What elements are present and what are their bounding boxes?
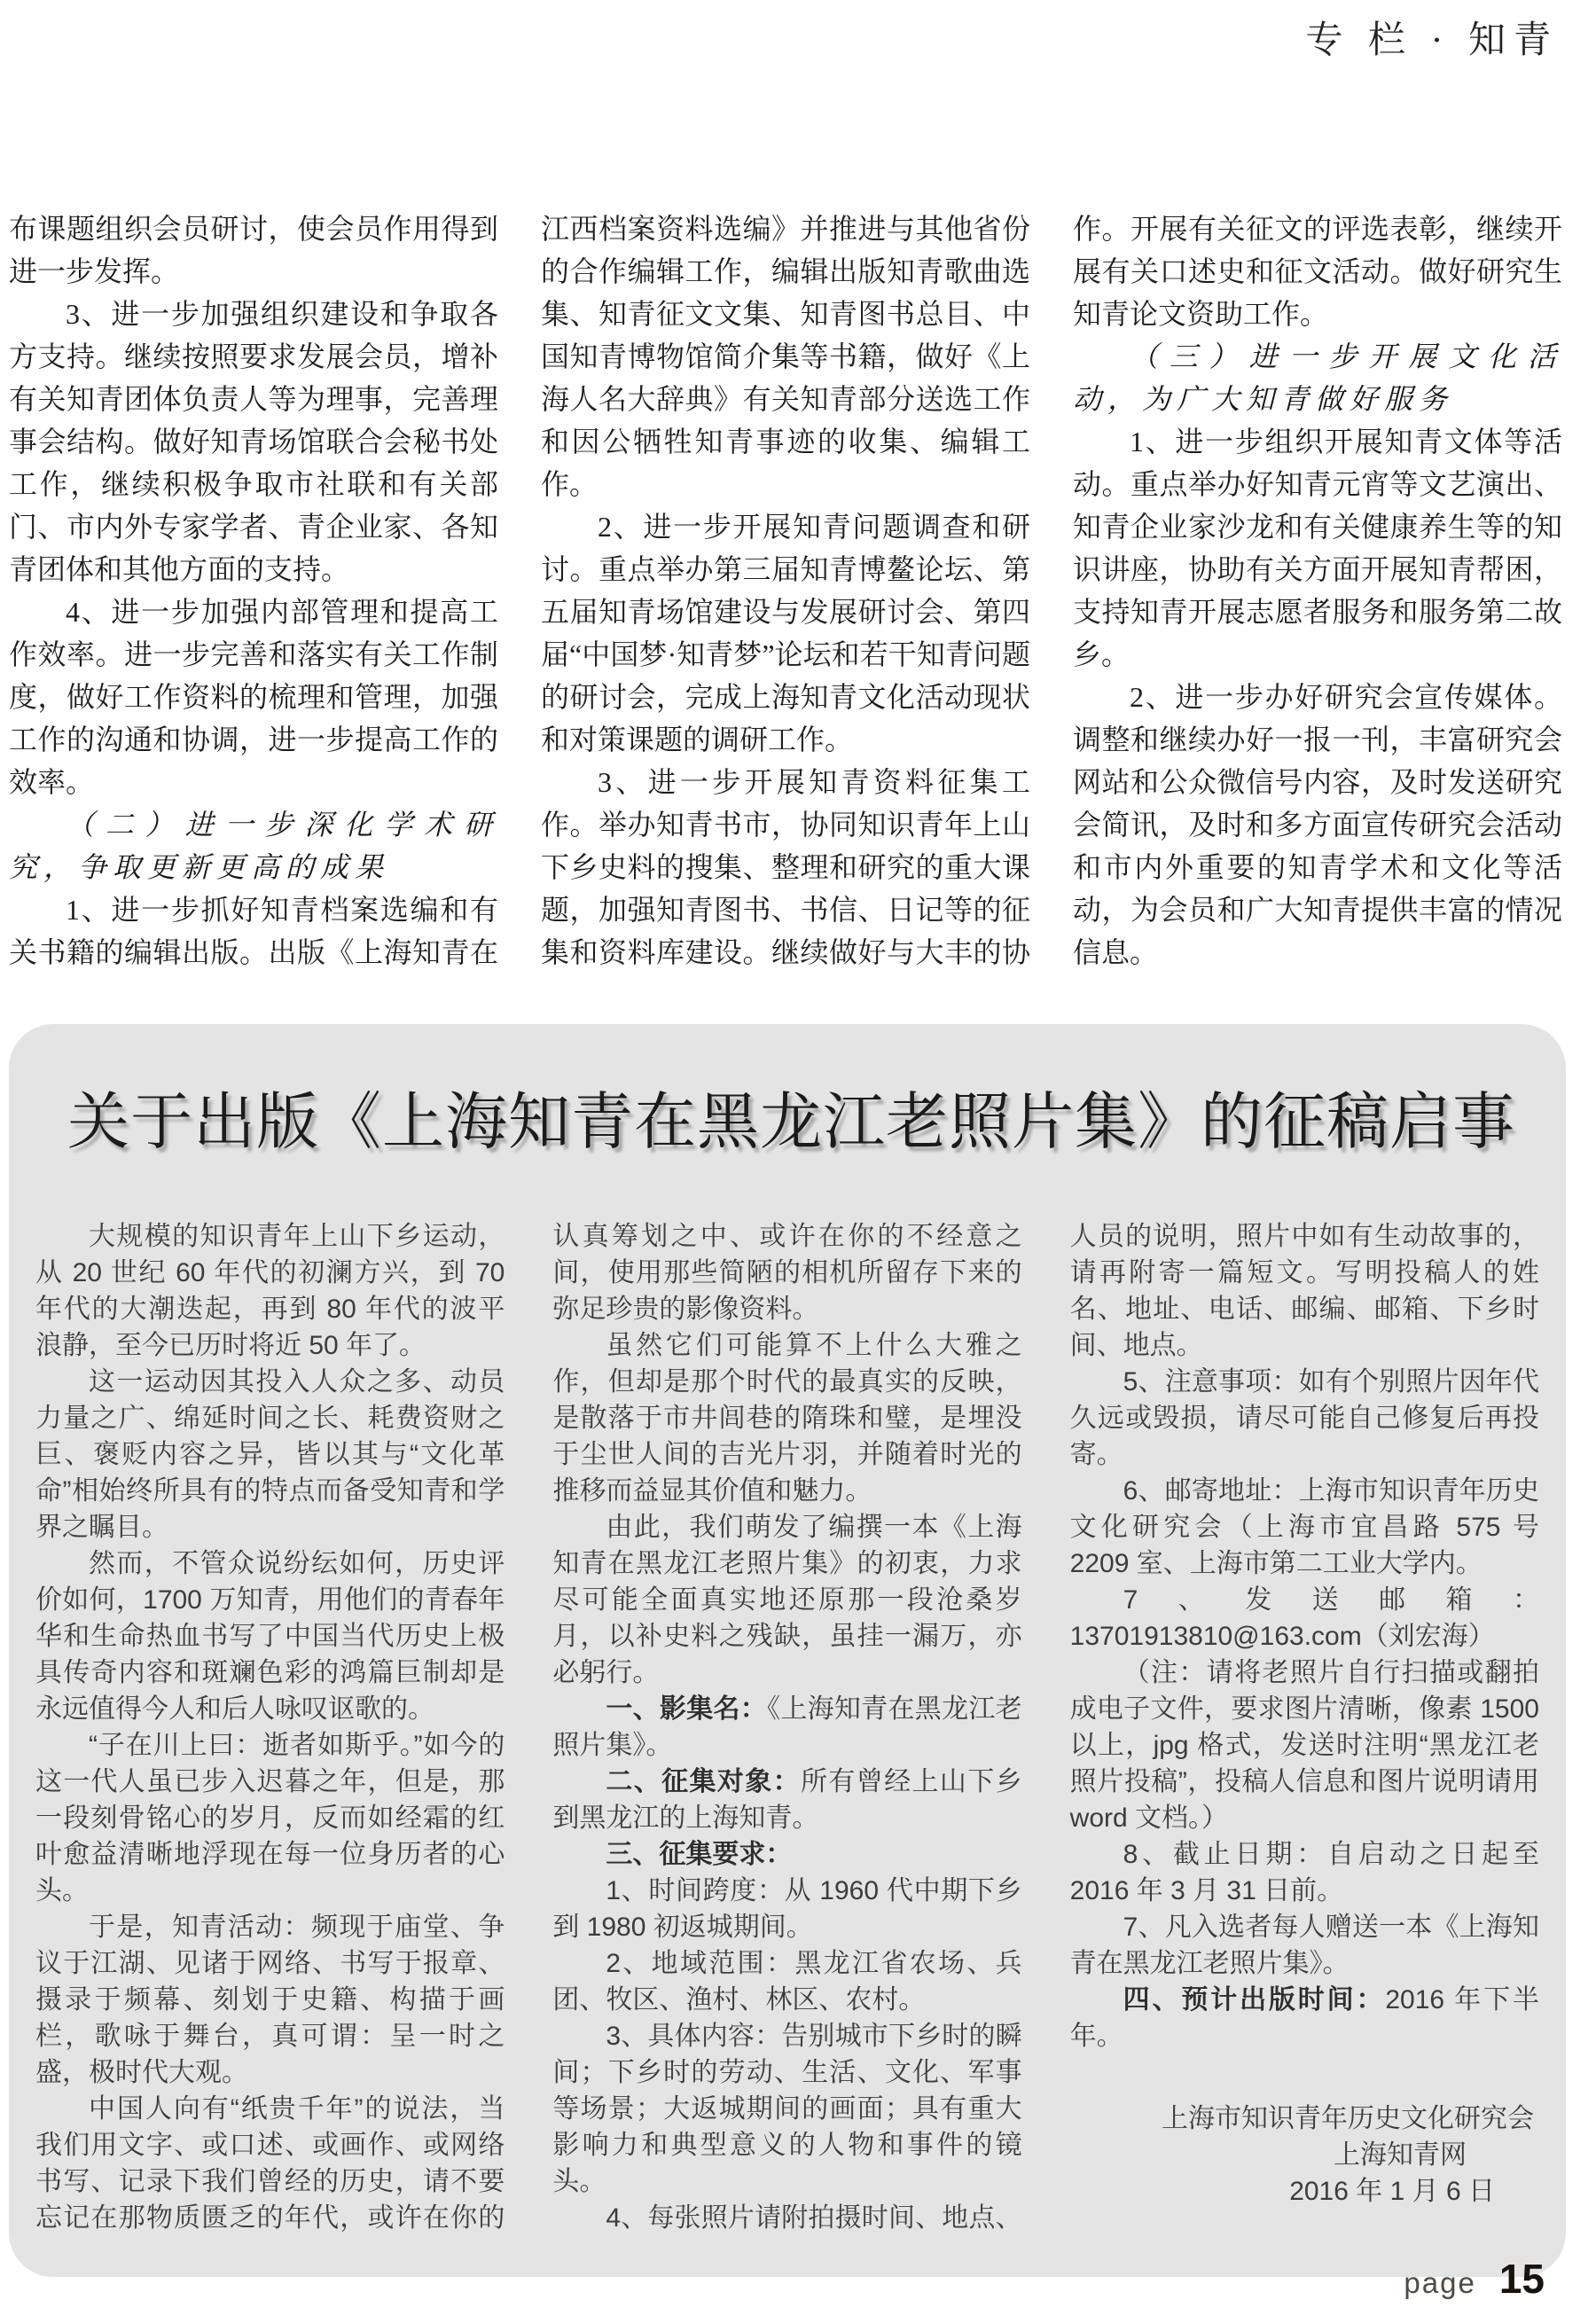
paragraph: [1070, 1836, 1539, 1909]
paragraph-text: 8、截止日期：自启动之日起至 2016 年 3 月 31 日前。: [1069, 1840, 1539, 1905]
paragraph-label: 三、征集要求：: [606, 1840, 793, 1869]
paragraph: [1070, 1473, 1539, 1582]
paragraph: [552, 1691, 1021, 1764]
signature-website: 上海知青网: [1333, 2140, 1467, 2170]
paragraph: [552, 1945, 1021, 2018]
paragraph-text: 然而，不管众说纷纭如何，历史评价如何，1700 万知青，用他们的青春年华和生命热血书写了中国当代历史上极具传奇内容和斑斓色彩的鸿篇巨制却是永远值得今人和后人咏叹讴歌的。: [35, 1549, 505, 1724]
paragraph: [1073, 676, 1562, 974]
paragraph: [552, 1764, 1021, 1836]
paragraph-text: 3、进一步开展知青资料征集工作。举办知青书市，协同知识青年上山下乡史料的搜集、整理和研究的重大课题，加强知青图书、书信、日记等的征集和资料库建设。继续做好与大丰的协作。开展有关征文的评选表彰，继续开展有关口述史和征文活动。做好研究生知青论文资助工作。: [541, 213, 1562, 968]
paragraph-text: （注：请将老照片自行扫描或翻拍成电子文件，要求图片清晰，像素 1500 以上，jpg 格式，发送时注明“黑龙江老照片投稿”，投稿人信息和图片说明请用 word 文档。）: [1069, 1658, 1539, 1833]
paragraph: [552, 1327, 1021, 1509]
paragraph-text: 2、进一步开展知青问题调查和研讨。重点举办第三届知青博鳌论坛、第五届知青场馆建设与发展研讨会、第四届“中国梦·知青梦”论坛和若干知青问题的研讨会，完成上海知青文化活动现状和对策课题的调研工作。: [541, 511, 1030, 755]
paragraph-text: 这一运动因其投入人众之多、动员力量之广、绵延时间之长、耗费资财之巨、褒贬内容之异，皆以其与“文化革命”相始终所具有的特点而备受知青和学界之瞩目。: [35, 1367, 505, 1542]
signature-block: [1070, 2101, 1539, 2210]
paragraph: [1070, 1582, 1539, 1655]
paragraph-text: 大规模的知识青年上山下乡运动，从 20 世纪 60 年代的初澜方兴，到 70 年代的大潮迭起，再到 80 年代的波平浪静，至今已历时将近 50 年了。: [35, 1222, 505, 1360]
paragraph: [1070, 1909, 1539, 1982]
paragraph: [552, 1836, 1021, 1873]
paragraph-text: 虽然它们可能算不上什么大雅之作，但却是那个时代的最真实的反映，是散落于市井闾巷的隋珠和璧，是埋没于尘世人间的吉光片羽，并随着时光的推移而益显其价值和魅力。: [552, 1331, 1022, 1506]
paragraph: [541, 505, 1030, 761]
paragraph: [35, 1909, 505, 2091]
paragraph: [9, 207, 498, 293]
paragraph: [1070, 1364, 1539, 1473]
paragraph-text: 由此，我们萌发了编撰一本《上海知青在黑龙江老照片集》的初衷，力求尽可能全面真实地还原那一段沧桑岁月，以补史料之残缺，虽挂一漏万，亦必躬行。: [552, 1513, 1022, 1687]
paragraph: [552, 1509, 1021, 1691]
paragraph: [35, 1218, 505, 1364]
paragraph-label: 四、预计出版时间：: [1123, 1985, 1386, 2015]
notice-title: 关于出版《上海知青在黑龙江老照片集》的征稿启事: [67, 1089, 1515, 1157]
paragraph-text: 1、进一步抓好知青档案选编和有关书籍的编辑出版。出版《上海知青在江西档案资料选编》并推进与其他省份的合作编辑工作，编辑出版知青歌曲选集、知青征文文集、知青图书总目、中国知青博物馆简介集等书籍，做好《上海人名大辞典》有关知青部分送选工作和因公牺牲知青事迹的收集、编辑工作。: [9, 213, 1030, 968]
signature-organization: 上海市知识青年历史文化研究会: [1161, 2104, 1534, 2133]
paragraph-text: 3、具体内容：告别城市下乡时的瞬间；下乡时的劳动、生活、文化、军事等场景；大返城期间的画面；具有重大影响力和典型意义的人物和事件的镜头。: [552, 2022, 1022, 2196]
notice-body: [35, 1218, 1539, 2236]
paragraph-text: 2、地域范围：黑龙江省农场、兵团、牧区、渔村、林区、农村。: [552, 1949, 1022, 2015]
paragraph-text: 7、凡入选者每人赠送一本《上海知青在黑龙江老照片集》。: [1069, 1913, 1539, 1978]
column-section-label: 专 栏 · 知青: [1305, 20, 1559, 61]
paragraph-text: 2016 年下半年。: [1069, 1985, 1539, 2051]
paragraph: [9, 591, 498, 803]
paragraph-text: 所有曾经上山下乡到黑龙江的上海知青。: [552, 1767, 1022, 1833]
heading-text: （二）进一步深化学术研究，争取更新更高的成果: [9, 809, 498, 883]
paragraph: [552, 2018, 1021, 2200]
page-footer: [1404, 2255, 1545, 2303]
footer-page-number: 15: [1498, 2256, 1545, 2302]
paragraph-text: 4、进一步加强内部管理和提高工作效率。进一步完善和落实有关工作制度，做好工作资料的梳理和管理，加强工作的沟通和协调，进一步提高工作的效率。: [9, 596, 498, 798]
notice-box: [9, 1024, 1566, 2277]
paragraph: [1073, 420, 1562, 676]
paragraph-label: 一、影集名：: [606, 1694, 768, 1724]
footer-page-label: page: [1404, 2266, 1476, 2299]
section-heading: [9, 803, 498, 888]
paragraph-text: 1、时间跨度：从 1960 代中期下乡到 1980 初返城期间。: [552, 1876, 1022, 1942]
section-heading: [1073, 335, 1562, 420]
paragraph-text: 5、注意事项：如有个别照片因年代久远或毁损，请尽可能自己修复后再投寄。: [1069, 1367, 1539, 1469]
page-header: [1306, 11, 1560, 64]
paragraph: [9, 293, 498, 591]
paragraph: [35, 1727, 505, 1909]
paragraph: [35, 1545, 505, 1727]
signature-date: 2016 年 1 月 6 日: [1289, 2177, 1495, 2206]
top-article: [9, 207, 1562, 974]
paragraph: [1070, 1982, 1539, 2054]
paragraph-text: 中国人向有“纸贵千年”的说法，当我们用文字、或口述、或画作、或网络书写、记录下我们曾经的历史，请不要忘记在那物质匮乏的年代，或许在你的认真筹划之中、或许在你的不经意之间，使用那些简陋的相机所留存下来的弥足珍贵的影像资料。: [35, 1222, 1022, 2233]
paragraph-text: 3、进一步加强组织建设和争取各方支持。继续按照要求发展会员，增补有关知青团体负责人等为理事，完善理事会结构。做好知青场馆联合会秘书处工作，继续积极争取市社联和有关部门、市内外专家学者、青企业家、各知青团体和其他方面的支持。: [9, 298, 498, 585]
paragraph-text: 7、发送邮箱：13701913810@163.com（刘宏海）: [1069, 1585, 1539, 1651]
paragraph-text: 4、每张照片请附拍摄时间、地点、人员的说明，照片中如有生动故事的，请再附寄一篇短文。写明投稿人的姓名、地址、电话、邮编、邮箱、下乡时间、地点。: [606, 1222, 1539, 2233]
paragraph-label: 二、征集对象：: [606, 1767, 801, 1796]
paragraph: [1070, 1655, 1539, 1836]
paragraph-text: 于是，知青活动：频现于庙堂、争议于江湖、见诸于网络、书写于报章、摄录于频幕、刻划于史籍、构描于画栏，歌咏于舞台，真可谓：呈一时之盛，极时代大观。: [35, 1913, 505, 2087]
paragraph-text: 1、进一步组织开展知青文体等活动。重点举办好知青元宵等文艺演出、知青企业家沙龙和有关健康养生等的知识讲座，协助有关方面开展知青帮困，支持知青开展志愿者服务和服务第二故乡。: [1073, 426, 1562, 670]
paragraph-text: 6、邮寄地址：上海市知识青年历史文化研究会（上海市宜昌路 575 号 2209 室、上海市第二工业大学内。: [1069, 1476, 1539, 1578]
paragraph-text: 《上海知青在黑龙江老照片集》。: [552, 1694, 1022, 1760]
heading-text: （三）进一步开展文化活动，为广大知青做好服务: [1073, 340, 1562, 415]
paragraph-text: 2、进一步办好研究会宣传媒体。调整和继续办好一报一刊，丰富研究会网站和公众微信号内容，及时发送研究会简讯，及时和多方面宣传研究会活动和市内外重要的知青学术和文化等活动，为会员和广大知青提供丰富的情况信息。: [1073, 681, 1562, 968]
paragraph: [35, 1364, 505, 1545]
paragraph: [552, 1873, 1021, 1945]
paragraph-text: “子在川上曰：逝者如斯乎。”如今的这一代人虽已步入迟暮之年，但是，那一段刻骨铭心的岁月，反而如经霜的红叶愈益清晰地浮现在每一位身历者的心头。: [35, 1731, 505, 1905]
paragraph-text: 布课题组织会员研讨，使会员作用得到进一步发挥。: [9, 213, 498, 287]
